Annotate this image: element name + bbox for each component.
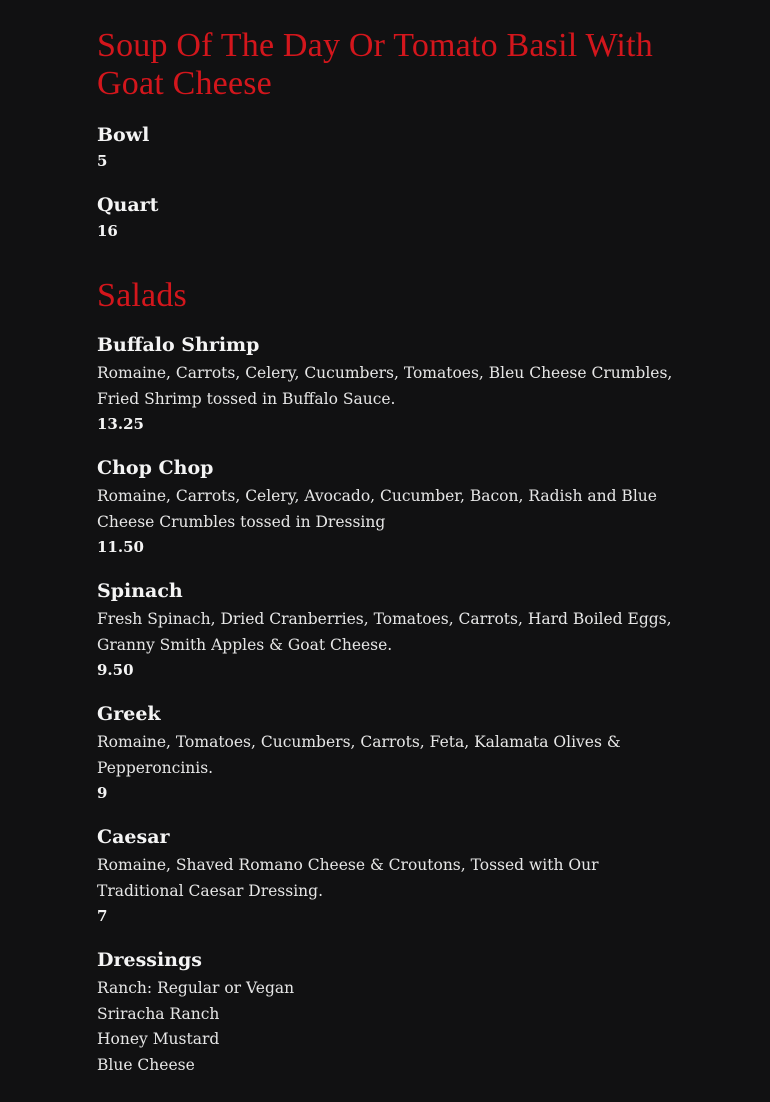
menu [97, 27, 687, 1098]
menu-item-quart [97, 193, 687, 243]
item-name: Caesar [97, 826, 170, 848]
item-price: 9 [97, 784, 108, 802]
dressing-option: Honey Mustard [97, 1030, 220, 1048]
item-description: Romaine, Shaved Romano Cheese & Croutons, Tossed with Our Traditional Caesar Dressing. [97, 856, 599, 900]
item-name: Chop Chop [97, 457, 214, 479]
menu-item-bowl [97, 123, 687, 173]
dressing-option: Ranch: Regular or Vegan [97, 979, 295, 997]
item-price: 16 [97, 222, 118, 240]
salads-section [97, 277, 687, 1078]
menu-item-spinach [97, 579, 687, 682]
item-name: Bowl [97, 124, 150, 146]
item-description: Romaine, Tomatoes, Cucumbers, Carrots, Feta, Kalamata Olives & Pepperoncinis. [97, 733, 621, 777]
dressing-option: Blue Cheese [97, 1055, 195, 1074]
menu-item-caesar [97, 825, 687, 928]
menu-item-buffalo-shrimp [97, 333, 687, 436]
menu-item-chop-chop [97, 456, 687, 559]
item-name: Greek [97, 703, 161, 725]
item-description: Romaine, Carrots, Celery, Avocado, Cucumber, Bacon, Radish and Blue Cheese Crumbles tossed in Dressing [97, 487, 657, 531]
soup-section [97, 27, 687, 243]
item-price: 11.50 [97, 538, 144, 556]
menu-item-greek [97, 702, 687, 805]
item-description: Fresh Spinach, Dried Cranberries, Tomatoes, Carrots, Hard Boiled Eggs, Granny Smith Apples & Goat Cheese. [97, 610, 672, 654]
section-title-salads: Salads [97, 277, 187, 314]
item-price: 7 [97, 907, 108, 925]
item-price: 5 [97, 152, 108, 170]
menu-item-dressings [97, 948, 687, 1078]
item-description: Romaine, Carrots, Celery, Cucumbers, Tomatoes, Bleu Cheese Crumbles, Fried Shrimp tossed in Buffalo Sauce. [97, 364, 673, 408]
item-name: Quart [97, 194, 159, 216]
item-name: Dressings [97, 949, 202, 971]
item-name: Spinach [97, 580, 183, 602]
item-price: 9.50 [97, 661, 134, 679]
item-price: 13.25 [97, 415, 144, 433]
dressing-option: Sriracha Ranch [97, 1004, 220, 1023]
section-title-soup: Soup Of The Day Or Tomato Basil With Goat Cheese [97, 27, 653, 102]
item-name: Buffalo Shrimp [97, 334, 260, 356]
